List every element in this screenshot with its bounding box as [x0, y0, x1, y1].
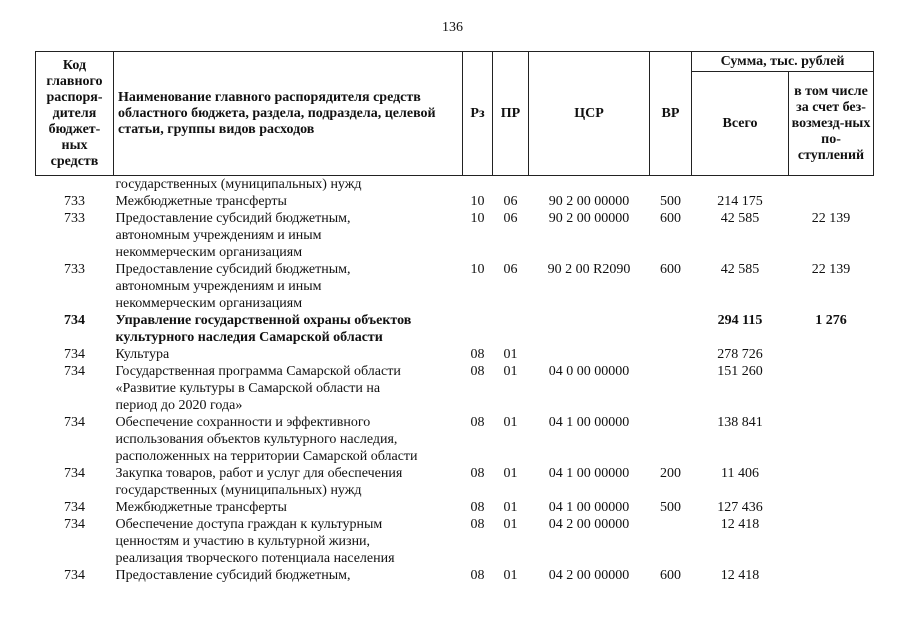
row-rz: 08: [470, 415, 485, 430]
row-name: [114, 261, 463, 312]
row-code: 734: [64, 568, 85, 583]
table-row: [36, 516, 874, 567]
row-total: 12 418: [720, 517, 760, 532]
row-vr: [650, 312, 692, 346]
row-free: [789, 176, 874, 194]
row-vr: 600: [660, 262, 681, 277]
row-name: [114, 414, 463, 465]
page-number: 136: [442, 20, 463, 35]
row-pr: 01: [503, 517, 518, 532]
header-vr: ВР: [650, 52, 692, 176]
row-rz: 08: [470, 568, 485, 583]
header-sum: Сумма, тыс. рублей: [692, 52, 874, 72]
table-row: [36, 414, 874, 465]
row-vr: [650, 414, 692, 465]
row-name: [114, 499, 463, 516]
table-row: [36, 210, 874, 261]
row-name-line: период до 2020 года»: [115, 398, 243, 413]
row-pr: 06: [503, 211, 518, 226]
row-name-line: Культура: [115, 347, 170, 362]
row-csr: 04 2 00 00000: [548, 517, 630, 532]
row-total: 42 585: [720, 262, 760, 277]
table-row: [36, 312, 874, 346]
row-vr: [650, 516, 692, 567]
row-vr: 600: [660, 211, 681, 226]
row-csr: [529, 346, 650, 363]
row-code: 733: [64, 211, 85, 226]
row-vr: 500: [660, 500, 681, 515]
row-name: [114, 516, 463, 567]
row-rz: [463, 312, 493, 346]
row-total: 11 406: [721, 466, 759, 481]
row-name-line: использования объектов культурного наследия,: [115, 432, 398, 447]
row-rz: 08: [470, 466, 485, 481]
table-row: [36, 176, 874, 194]
row-name: [114, 465, 463, 499]
row-free: [789, 516, 874, 567]
row-name: [114, 176, 463, 194]
header-pr: ПР: [493, 52, 529, 176]
row-name-line: расположенных на территории Самарской области: [115, 449, 418, 464]
row-free: [789, 414, 874, 465]
row-pr: 01: [503, 415, 518, 430]
row-csr: 90 2 00 00000: [548, 194, 630, 209]
table-row: [36, 499, 874, 516]
table-row: [36, 363, 874, 414]
row-vr: 200: [660, 466, 681, 481]
row-code: 734: [64, 347, 85, 362]
row-vr: 600: [660, 568, 681, 583]
row-code: 734: [64, 517, 85, 532]
row-pr: [493, 312, 529, 346]
row-total: 214 175: [717, 194, 763, 209]
row-csr: 04 1 00 00000: [548, 415, 630, 430]
row-rz: 10: [470, 211, 485, 226]
row-name: [114, 210, 463, 261]
table-row: [36, 567, 874, 584]
row-name-line: Межбюджетные трансферты: [115, 194, 287, 209]
row-total: 127 436: [717, 500, 763, 515]
row-name-line: автономным учреждениям и иным: [115, 279, 322, 294]
row-csr: 04 1 00 00000: [548, 500, 630, 515]
table-header: [36, 52, 874, 176]
header-free: в том числе за счет без-возмезд-ных по-ступлений: [789, 72, 874, 176]
row-name: [114, 346, 463, 363]
row-free: [789, 193, 874, 210]
table-row: [36, 346, 874, 363]
row-rz: [463, 176, 493, 194]
row-rz: 10: [470, 262, 485, 277]
row-free: 22 139: [811, 211, 851, 226]
row-total: 151 260: [717, 364, 763, 379]
row-name-line: реализация творческого потенциала населения: [115, 551, 395, 566]
row-free: 22 139: [811, 262, 851, 277]
row-pr: 01: [503, 568, 518, 583]
table-row: [36, 465, 874, 499]
row-pr: 01: [503, 500, 518, 515]
row-name-line: Межбюджетные трансферты: [115, 500, 287, 515]
row-code: 733: [64, 262, 85, 277]
row-code: 734: [64, 466, 85, 481]
row-name-line: государственных (муниципальных) нужд: [115, 177, 362, 192]
row-free: [789, 363, 874, 414]
header-rz: Рз: [463, 52, 493, 176]
row-pr: 01: [503, 364, 518, 379]
row-code: 734: [64, 500, 85, 515]
row-name: [114, 193, 463, 210]
row-name-line: Предоставление субсидий бюджетным,: [115, 211, 351, 226]
row-free: [789, 465, 874, 499]
row-name-line: Государственная программа Самарской области: [115, 364, 401, 379]
row-name-line: культурного наследия Самарской области: [115, 330, 383, 345]
row-csr: 04 0 00 00000: [548, 364, 630, 379]
header-total: Всего: [692, 72, 789, 176]
row-rz: 08: [470, 364, 485, 379]
row-pr: 01: [503, 466, 518, 481]
row-name: [114, 363, 463, 414]
row-csr: [529, 312, 650, 346]
row-name-line: Управление государственной охраны объектов: [115, 313, 412, 328]
row-name: [114, 312, 463, 346]
row-vr: [650, 346, 692, 363]
header-csr: ЦСР: [529, 52, 650, 176]
row-free: [789, 499, 874, 516]
row-free: [789, 346, 874, 363]
row-name-line: Обеспечение доступа граждан к культурным: [115, 517, 383, 532]
budget-table: [35, 51, 874, 584]
row-code: [36, 176, 114, 194]
row-name-line: Предоставление субсидий бюджетным,: [115, 262, 351, 277]
row-name-line: Обеспечение сохранности и эффективного: [115, 415, 371, 430]
row-name-line: ценностям и участию в культурной жизни,: [115, 534, 371, 549]
row-pr: 06: [503, 262, 518, 277]
row-pr: [493, 176, 529, 194]
table-row: [36, 261, 874, 312]
row-code: 734: [64, 415, 85, 430]
row-csr: [529, 176, 650, 194]
row-total: 12 418: [720, 568, 760, 583]
row-csr: 04 1 00 00000: [548, 466, 630, 481]
row-vr: [650, 363, 692, 414]
row-name-line: автономным учреждениям и иным: [115, 228, 322, 243]
row-total: 138 841: [717, 415, 763, 430]
row-total: [692, 176, 789, 194]
row-csr: 90 2 00 R2090: [547, 262, 631, 277]
row-pr: 06: [503, 194, 518, 209]
row-rz: 08: [470, 347, 485, 362]
row-csr: 90 2 00 00000: [548, 211, 630, 226]
table-body: [36, 176, 874, 585]
row-vr: [650, 176, 692, 194]
header-code: Код главного распоря-дителя бюджет-ных средств: [36, 52, 114, 176]
header-name: Наименование главного распорядителя средств областного бюджета, раздела, подраздела, целевой статьи, группы видов расходов: [114, 52, 463, 176]
row-name-line: «Развитие культуры в Самарской области на: [115, 381, 381, 396]
row-code: 734: [64, 313, 85, 328]
row-name-line: государственных (муниципальных) нужд: [115, 483, 362, 498]
row-name: [114, 567, 463, 584]
row-name-line: некоммерческим организациям: [115, 296, 303, 311]
row-free: [789, 567, 874, 584]
row-csr: 04 2 00 00000: [548, 568, 630, 583]
row-vr: 500: [660, 194, 681, 209]
row-code: 733: [64, 194, 85, 209]
row-free: 1 276: [815, 313, 847, 328]
row-rz: 08: [470, 500, 485, 515]
row-code: 734: [64, 364, 85, 379]
row-rz: 08: [470, 517, 485, 532]
row-pr: 01: [503, 347, 518, 362]
row-name-line: Закупка товаров, работ и услуг для обеспечения: [115, 466, 403, 481]
table-row: [36, 193, 874, 210]
row-total: 42 585: [720, 211, 760, 226]
row-rz: 10: [470, 194, 485, 209]
row-total: 278 726: [717, 347, 763, 362]
row-name-line: Предоставление субсидий бюджетным,: [115, 568, 351, 583]
row-name-line: некоммерческим организациям: [115, 245, 303, 260]
row-total: 294 115: [717, 313, 763, 328]
